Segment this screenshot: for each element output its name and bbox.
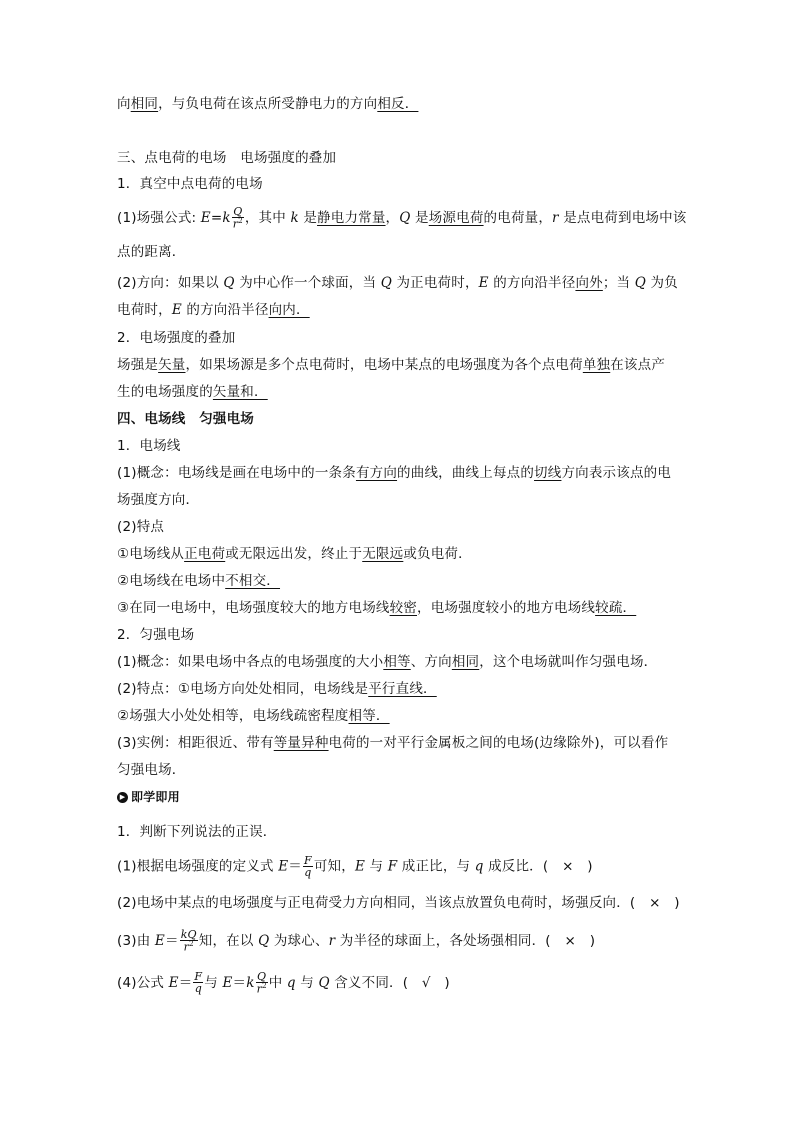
text-line: 向相同，与负电荷在该点所受静电力的方向相反． — [117, 96, 419, 112]
fraction: $\frac{F}{q}$ — [194, 970, 203, 996]
text-line: 匀强电场． — [117, 762, 186, 778]
text-line: (1)概念：电场线是画在电场中的一条条有方向的曲线，曲线上每点的切线方向表示该点的电 — [117, 465, 672, 481]
text-line: (2)方向：如果以 Q 为中心作一个球面，当 Q 为正电荷时，E 的方向沿半径向外；当 Q 为负 — [117, 275, 678, 291]
answer-mark: × — [562, 858, 574, 875]
text-line: 场强是矢量，如果场源是多个点电荷时，电场中某点的电场强度为各个点电荷单独在该点产 — [117, 357, 666, 373]
text-line: 场强度方向． — [117, 492, 200, 508]
text-line: ①电场线从正电荷或无限远出发，终止于无限远或负电荷． — [117, 546, 472, 562]
question-item: (4)公式 E＝ $\frac{F}{q}$ 与 E＝k $\frac{Q}{r^2}$ 中 q 与 Q 含义不同．( √ ) — [117, 970, 450, 996]
section-heading-4: 四、电场线 匀强电场 — [117, 411, 254, 427]
text-line: (1)概念：如果电场中各点的电场强度的大小相等、方向相同，这个电场就叫作匀强电场． — [117, 654, 658, 670]
text-line: 1．判断下列说法的正误． — [117, 824, 277, 840]
text-line: 电荷时，E 的方向沿半径向内． — [117, 302, 310, 318]
jixue-label: ▶ 即学即用 — [117, 787, 687, 807]
subheading: 2．匀强电场 — [117, 627, 195, 643]
section-heading-3: 三、点电荷的电场 电场强度的叠加 — [117, 150, 337, 166]
fraction: $\frac{kQ}{r^2}$ — [180, 928, 197, 954]
answer-mark: × — [649, 895, 661, 911]
text-line: (3)实例：相距很近、带有等量异种电荷的一对平行金属板之间的电场(边缘除外)，可以看作 — [117, 735, 669, 751]
question-item: (3)由 E＝ $\frac{kQ}{r^2}$ 知，在以 Q 为球心、r 为半径的球面上，各处场强相同．( × ) — [117, 928, 596, 954]
fraction: $\frac{Q}{r^2}$ — [232, 205, 243, 231]
subheading: 1．电场线 — [117, 438, 181, 454]
fraction: $\frac{Q}{r^2}$ — [256, 970, 267, 996]
text-line: 生的电场强度的矢量和． — [117, 384, 268, 400]
fraction: $\frac{F}{q}$ — [303, 854, 312, 879]
formula-line: (1)场强公式: E=k $\frac{Q}{r^2}$ ，其中 k 是静电力常量，Q 是场源电荷的电荷量，r 是点电荷到电场中该 — [117, 205, 687, 231]
text-line: (2)特点 — [117, 519, 165, 535]
subheading: 1．真空中点电荷的电场 — [117, 176, 263, 192]
question-item: (1)根据电场强度的定义式 E＝ $\frac{F}{q}$ 可知，E 与 F 成正比，与 q 成反比．( × ) — [117, 854, 593, 879]
text-line: 点的距离． — [117, 244, 186, 260]
answer-mark: √ — [421, 974, 431, 991]
text-line: ②电场线在电场中不相交． — [117, 573, 281, 589]
answer-mark: × — [564, 932, 576, 949]
text-line: ②场强大小处处相等，电场线疏密程度相等． — [117, 708, 390, 724]
text-line: (2)特点：①电场方向处处相同，电场线是平行直线． — [117, 681, 437, 697]
text-line: ③在同一电场中，电场强度较大的地方电场线较密，电场强度较小的地方电场线较疏． — [117, 600, 637, 616]
subheading: 2．电场强度的叠加 — [117, 330, 236, 346]
play-arrow-icon: ▶ — [117, 792, 128, 803]
question-item: (2)电场中某点的电场强度与正电荷受力方向相同，当该点放置负电荷时，场强反向．( × ) — [117, 895, 680, 911]
